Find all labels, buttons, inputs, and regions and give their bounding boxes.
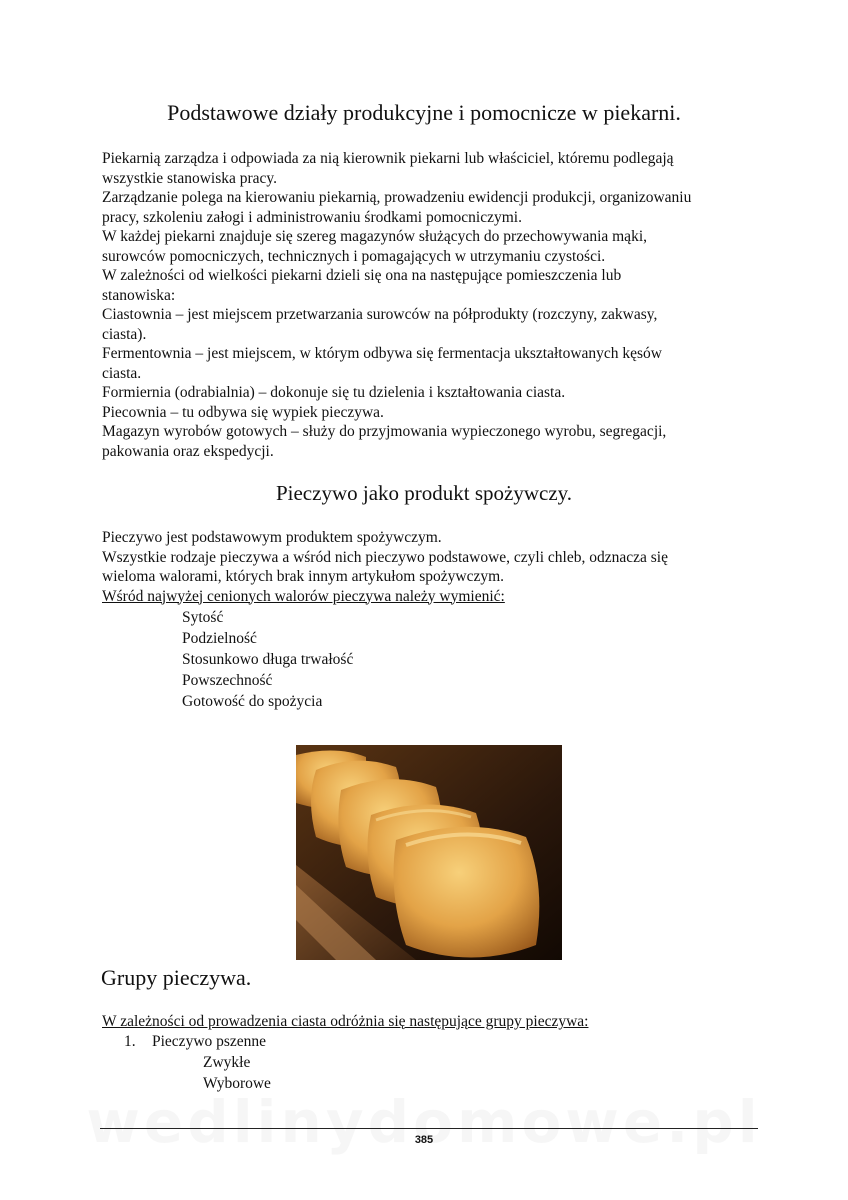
sub-list-item: Zwykłe	[203, 1054, 251, 1071]
production-departments-text	[102, 149, 762, 461]
bread-merits-list	[182, 607, 353, 712]
bread-loaves-photo	[296, 745, 562, 960]
text-line: Fermentownia – jest miejscem, w którym odbywa się fermentacja ukształtowanych kęsów	[102, 345, 662, 362]
list-item: Sytość	[182, 609, 224, 626]
bread-groups-list	[124, 1031, 271, 1094]
text-line: stanowiska:	[102, 286, 176, 304]
text-line: Piekarnią zarządza i odpowiada za nią kierownik piekarni lub właściciel, któremu podlegają	[102, 150, 674, 167]
merits-heading: Wśród najwyżej cenionych walorów pieczywa należy wymienić:	[102, 587, 505, 605]
text-line: pracy, szkoleniu załogi i administrowaniu środkami pomocniczymi.	[102, 208, 522, 226]
text-line: wszystkie stanowiska pracy.	[102, 169, 278, 187]
list-number: 1.	[124, 1033, 136, 1050]
list-item: Powszechność	[182, 672, 273, 689]
section-title-production-departments: Podstawowe działy produkcyjne i pomocnicze w piekarni.	[167, 100, 681, 125]
text-line: Wszystkie rodzaje pieczywa a wśród nich pieczywo podstawowe, czyli chleb, odznacza się	[102, 548, 668, 566]
bread-as-food-text	[102, 528, 762, 606]
page-number: 385	[414, 1134, 434, 1146]
text-line: Ciastownia – jest miejscem przetwarzania surowców na półprodukty (rozczyny, zakwasy,	[102, 306, 658, 323]
list-item: Stosunkowo długa trwałość	[182, 651, 354, 668]
footer-divider	[100, 1128, 758, 1129]
text-line: W każdej piekarni znajduje się szereg magazynów służących do przechowywania mąki,	[102, 228, 647, 245]
text-line: Magazyn wyrobów gotowych – służy do przyjmowania wypieczonego wyrobu, segregacji,	[102, 423, 667, 440]
text-line: Pieczywo jest podstawowym produktem spożywczym.	[102, 529, 442, 546]
bread-groups-intro: W zależności od prowadzenia ciasta odróżnia się następujące grupy pieczywa:	[102, 1013, 589, 1030]
list-item-label: Pieczywo pszenne	[152, 1033, 267, 1050]
text-line: W zależności od wielkości piekarni dzieli się ona na następujące pomieszczenia lub	[102, 267, 622, 284]
list-item: Podzielność	[182, 630, 257, 647]
bread-illustration	[296, 745, 562, 960]
sub-list-item: Wyborowe	[203, 1075, 271, 1092]
text-line: Zarządzanie polega na kierowaniu piekarnią, prowadzeniu ewidencji produkcji, organizowaniu	[102, 189, 692, 206]
text-line: Piecownia – tu odbywa się wypiek pieczywa.	[102, 403, 384, 421]
text-line: ciasta.	[102, 364, 142, 382]
list-item: Gotowość do spożycia	[182, 693, 323, 710]
section-title-bread-groups: Grupy pieczywa.	[101, 965, 252, 990]
text-line: pakowania oraz ekspedycji.	[102, 442, 274, 460]
text-line: wieloma walorami, których brak innym artykułom spożywczym.	[102, 568, 505, 585]
text-line: ciasta).	[102, 325, 147, 343]
text-line: surowców pomocniczych, technicznych i pomagających w utrzymaniu czystości.	[102, 247, 606, 265]
list-item	[124, 1031, 271, 1094]
section-title-bread-as-food: Pieczywo jako produkt spożywczy.	[275, 481, 573, 505]
text-line: Formiernia (odrabialnia) – dokonuje się tu dzielenia i kształtowania ciasta.	[102, 384, 566, 401]
